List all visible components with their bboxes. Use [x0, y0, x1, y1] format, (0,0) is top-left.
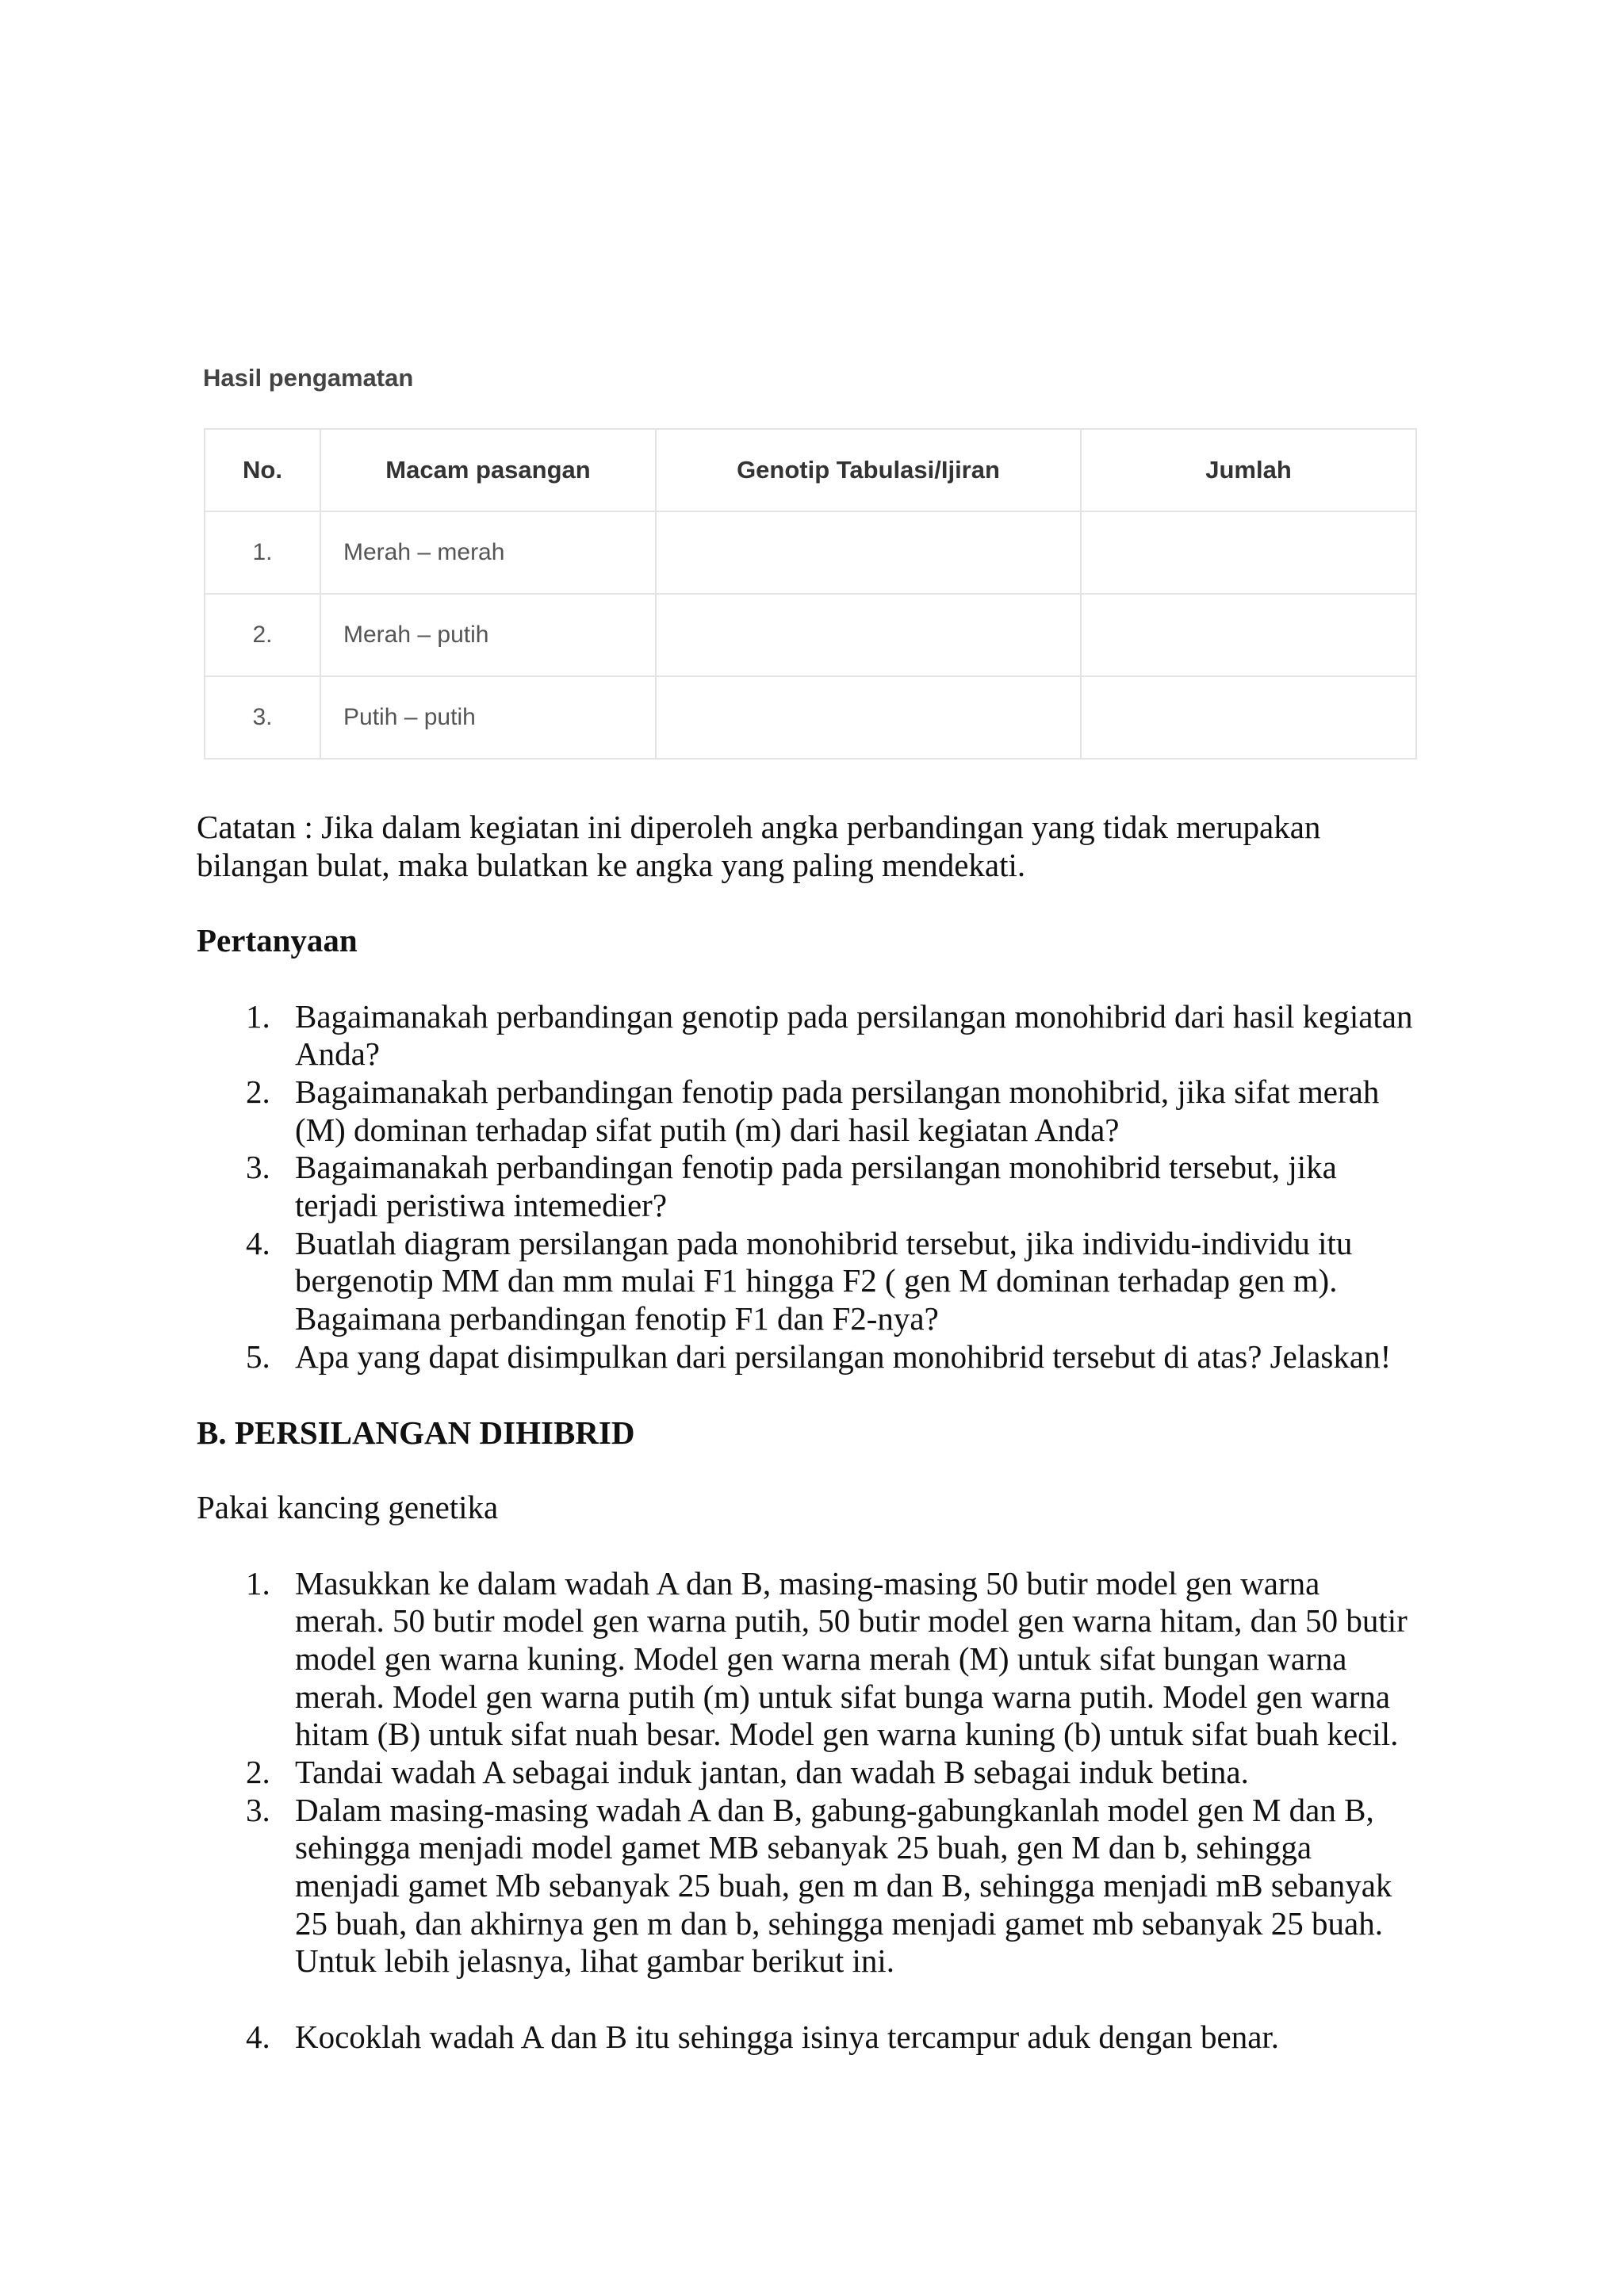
list-number: 1. [246, 997, 270, 1035]
list-line: Bagaimanakah perbandingan fenotip pada persilangan monohibrid, jika sifat merah [295, 1073, 1380, 1110]
list-line: Dalam masing-masing wadah A dan B, gabung-gabungkanlah model gen M dan B, [295, 1791, 1374, 1828]
list-line: Bagaimanakah perbandingan genotip pada persilangan monohibrid dari hasil kegiatan [295, 997, 1413, 1035]
cell-pair: Putih – putih [320, 676, 656, 759]
list-line: menjadi gamet Mb sebanyak 25 buah, gen m dan B, sehingga menjadi mB sebanyak [295, 1867, 1392, 1904]
note-line: Catatan : Jika dalam kegiatan ini diperoleh angka perbandingan yang tidak merupakan [197, 809, 1321, 845]
note-line: bilangan bulat, maka bulatkan ke angka yang paling mendekati. [197, 846, 1026, 883]
section-b-heading: B. PERSILANGAN DIHIBRID [197, 1414, 635, 1451]
list-number: 3. [246, 1149, 270, 1186]
header-no: No. [205, 429, 320, 511]
list-line: 25 buah, dan akhirnya gen m dan b, sehingga menjadi gamet mb sebanyak 25 buah. [295, 1904, 1383, 1942]
table-row [205, 594, 1416, 676]
table-row [205, 676, 1416, 759]
list-item [197, 1073, 1413, 1149]
cell-genotype [656, 676, 1081, 759]
header-pair: Macam pasangan [320, 429, 656, 511]
list-number: 5. [246, 1337, 270, 1375]
list-line: Masukkan ke dalam wadah A dan B, masing-masing 50 butir model gen warna [295, 1564, 1320, 1601]
table-row [205, 511, 1416, 594]
questions-heading: Pertanyaan [197, 921, 358, 959]
list-number: 2. [246, 1754, 270, 1791]
cell-pair: Merah – putih [320, 594, 656, 676]
steps-list [197, 1565, 1408, 2057]
list-line: Untuk lebih jelasnya, lihat gambar berikut ini. [295, 1942, 895, 1980]
header-genotype: Genotip Tabulasi/Ijiran [656, 429, 1081, 511]
cell-count [1081, 676, 1416, 759]
list-number: 4. [246, 2018, 270, 2055]
list-line: Anda? [295, 1035, 381, 1073]
list-line: Bagaimana perbandingan fenotip F1 dan F2-nya? [295, 1299, 939, 1337]
list-line: bergenotip MM dan mm mulai F1 hingga F2 ( gen M dominan terhadap gen m). [295, 1262, 1338, 1299]
list-item [197, 1754, 1408, 1792]
list-line: model gen warna kuning. Model gen warna merah (M) untuk sifat bungan warna [295, 1640, 1347, 1678]
list-number: 1. [246, 1564, 270, 1601]
list-item [197, 2019, 1408, 2057]
list-line: terjadi peristiwa intemedier? [295, 1186, 668, 1223]
cell-genotype [656, 511, 1081, 594]
list-line: Tandai wadah A sebagai induk jantan, dan wadah B sebagai induk betina. [295, 1754, 1249, 1791]
cell-count [1081, 594, 1416, 676]
note-paragraph [197, 809, 1320, 884]
list-item [197, 1338, 1413, 1376]
section-b-intro: Pakai kancing genetika [197, 1488, 499, 1525]
list-item [197, 1149, 1413, 1224]
list-line: merah. 50 butir model gen warna putih, 50 butir model gen warna hitam, dan 50 butir [295, 1602, 1408, 1640]
cell-count [1081, 511, 1416, 594]
list-line: sehingga menjadi model gamet MB sebanyak 25 buah, gen M dan b, sehingga [295, 1829, 1312, 1866]
observation-title: Hasil pengamatan [203, 364, 414, 392]
list-item [197, 1225, 1413, 1338]
list-line: Apa yang dapat disimpulkan dari persilangan monohibrid tersebut di atas? Jelaskan! [295, 1337, 1392, 1375]
list-number: 3. [246, 1791, 270, 1828]
list-line: Bagaimanakah perbandingan fenotip pada persilangan monohibrid tersebut, jika [295, 1149, 1337, 1186]
list-number: 4. [246, 1224, 270, 1261]
header-count: Jumlah [1081, 429, 1416, 511]
list-line: hitam (B) untuk sifat nuah besar. Model gen warna kuning (b) untuk sifat buah kecil. [295, 1716, 1399, 1753]
list-line: Kocoklah wadah A dan B itu sehingga isinya tercampur aduk dengan benar. [295, 2018, 1280, 2055]
cell-no: 2. [205, 594, 320, 676]
list-line: (M) dominan terhadap sifat putih (m) dari hasil kegiatan Anda? [295, 1111, 1120, 1148]
cell-no: 3. [205, 676, 320, 759]
list-item [197, 1792, 1408, 1980]
table-header-row [205, 429, 1416, 511]
observation-table [204, 428, 1417, 760]
list-line: Buatlah diagram persilangan pada monohibrid tersebut, jika individu-individu itu [295, 1224, 1353, 1261]
questions-list [197, 998, 1413, 1376]
cell-pair: Merah – merah [320, 511, 656, 594]
list-item [197, 1565, 1408, 1754]
list-number: 2. [246, 1073, 270, 1110]
list-item [197, 998, 1413, 1073]
cell-no: 1. [205, 511, 320, 594]
cell-genotype [656, 594, 1081, 676]
list-line: merah. Model gen warna putih (m) untuk sifat bunga warna putih. Model gen warna [295, 1678, 1391, 1715]
